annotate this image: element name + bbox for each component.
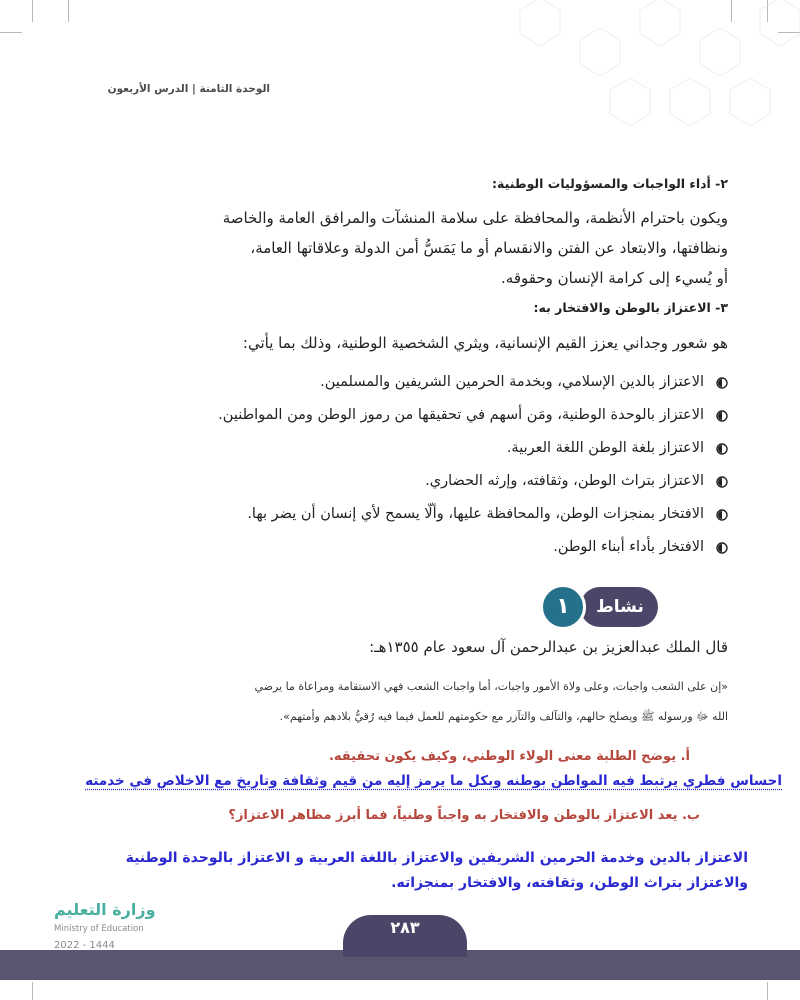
activity-label: نشاط [596, 597, 644, 617]
bullet-target-icon [716, 542, 728, 554]
list-item [168, 498, 728, 531]
paragraph-line: ونظافتها، والابتعاد عن الفتن والانقسام أو ما يَمَسُّ أمن الدولة وعلاقاتها العامة، [250, 239, 728, 257]
quote-line: «إن على الشعب واجبات، وعلى ولاة الأمور واجبات، أما واجبات الشعب فهي الاستقامة ومراعاة ما يرضي [254, 680, 728, 693]
crop-mark [32, 982, 33, 1000]
section-2-paragraph [78, 203, 728, 293]
section-3-intro: هو شعور وجداني يعزز القيم الإنسانية، ويثري الشخصية الوطنية، وذلك بما يأتي: [242, 334, 728, 352]
crop-mark [767, 982, 768, 1000]
activity-quote [78, 672, 728, 732]
answer-b [48, 846, 748, 896]
bullet-text: الاعتزاز بالدين الإسلامي، وبخدمة الحرمين الشريفين والمسلمين. [320, 374, 704, 390]
section-3-title: ٣- الاعتزاز بالوطن والافتخار به: [533, 300, 728, 315]
list-item [168, 399, 728, 432]
question-a: أ. يوضح الطلبة معنى الولاء الوطني، وكيف يكون تحقيقه. [328, 749, 690, 764]
activity-badge [540, 584, 658, 630]
paragraph-line: أو يُسيء إلى كرامة الإنسان وحقوقه. [501, 269, 728, 287]
quote-line: الله ﷻ ورسوله ﷺ ويصلح حالهم، والتآلف والتآزر مع حكومتهم للعمل فيما فيه رُقيُّ بلادهم وأمتهم». [279, 710, 728, 723]
bullet-text: الاعتزاز بالوحدة الوطنية، ومَن أسهم في تحقيقها من رموز الوطن ومن المواطنين. [218, 407, 704, 423]
edition-year: 2022 - 1444 [54, 940, 115, 951]
hexagon-pattern-decoration [480, 0, 800, 140]
ministry-english-name: Ministry of Education [54, 924, 144, 934]
bullet-target-icon [716, 509, 728, 521]
bullet-target-icon [716, 443, 728, 455]
crop-mark [0, 32, 22, 33]
bullet-text: الاعتزاز بتراث الوطن، وثقافته، وإرثه الحضاري. [425, 473, 704, 489]
section-2-title: ٢- أداء الواجبات والمسؤوليات الوطنية: [492, 176, 728, 191]
answer-a: احساس فطري يرتبط فيه المواطن بوطنه وبكل ما يرمز إليه من قيم وثقافة وتاريخ مع الاخلاص في خدمته [85, 773, 782, 789]
bullet-text: الافتخار بأداء أبناء الوطن. [553, 539, 704, 555]
ministry-logo-text: وزارة التعليم [54, 900, 156, 919]
bullet-target-icon [716, 410, 728, 422]
question-b: ب. يعد الاعتزاز بالوطن والافتخار به واجباً وطنياً، فما أبرز مظاهر الاعتزاز؟ [228, 808, 700, 823]
paragraph-line: ويكون باحترام الأنظمة، والمحافظة على سلامة المنشآت والمرافق العامة والخاصة [222, 209, 728, 227]
bullet-target-icon [716, 476, 728, 488]
list-item [168, 432, 728, 465]
crop-mark [32, 0, 33, 22]
bullet-list [168, 366, 728, 564]
page-number: ٢٨٣ [390, 918, 420, 937]
list-item [168, 366, 728, 399]
bullet-text: الاعتزاز بلغة الوطن اللغة العربية. [506, 440, 704, 456]
activity-number: ١ [540, 584, 586, 630]
list-item [168, 531, 728, 564]
crop-mark [68, 0, 69, 22]
bullet-text: الافتخار بمنجزات الوطن، والمحافظة عليها، وألّا يسمح لأي إنسان أن يضر بها. [247, 506, 704, 522]
answer-line: والاعتزاز بتراث الوطن، وثقافته، والافتخار بمنجزاته. [391, 875, 748, 891]
answer-line: الاعتزاز بالدين وخدمة الحرمين الشريفين والاعتزاز باللغة العربية و الاعتزاز بالوحدة الوطنية [125, 850, 748, 866]
bullet-target-icon [716, 377, 728, 389]
list-item [168, 465, 728, 498]
activity-intro: قال الملك عبدالعزيز بن عبدالرحمن آل سعود عام ١٣٥٥هـ: [369, 638, 728, 656]
breadcrumb: الوحدة الثامنة | الدرس الأربعون [107, 83, 270, 95]
